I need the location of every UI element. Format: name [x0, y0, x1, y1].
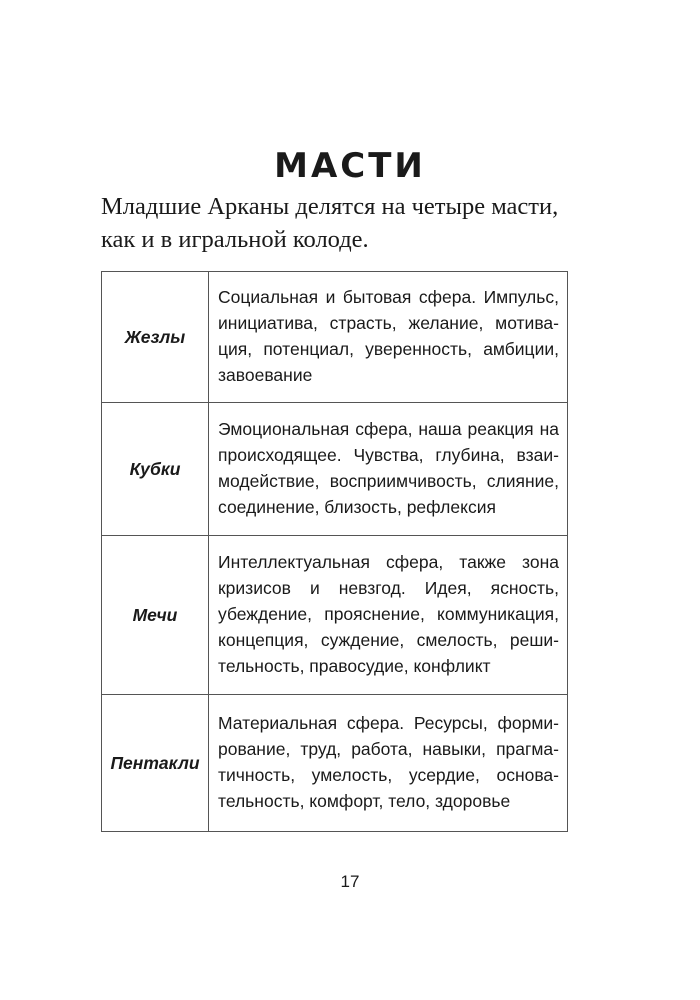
- table-row-cups: [102, 403, 568, 536]
- suit-description-swords: [209, 536, 568, 695]
- description-line: Материальная сфера. Ресурсы, форми-: [218, 713, 559, 733]
- description-line: концепция, суждение, смелость, реши-: [218, 630, 559, 650]
- intro-paragraph: [101, 190, 601, 256]
- suit-name-swords: Мечи: [102, 536, 209, 695]
- description-line: модействие, восприимчивость, слияние,: [218, 471, 559, 491]
- suit-description-wands: [209, 272, 568, 403]
- description-line: Интеллектуальная сфера, также зона: [218, 552, 559, 572]
- description-line: тельность, комфорт, тело, здоровье: [218, 791, 511, 811]
- description-line: Эмоциональная сфера, наша реакция на: [218, 419, 559, 439]
- description-line: инициатива, страсть, желание, мотива-: [218, 313, 559, 333]
- page-title: МАСТИ: [274, 146, 426, 186]
- suit-name-cups: Кубки: [102, 403, 209, 536]
- description-line: ция, потенциал, уверенность, амбиции,: [218, 339, 559, 359]
- table-row-wands: [102, 272, 568, 403]
- description-line: рование, труд, работа, навыки, прагма-: [218, 739, 559, 759]
- description-line: завоевание: [218, 365, 313, 385]
- description-line: тичность, умелость, усердие, основа-: [218, 765, 559, 785]
- description-line: соединение, близость, рефлексия: [218, 497, 496, 517]
- suit-name-pentacles: Пентакли: [102, 695, 209, 832]
- suit-name-wands: Жезлы: [102, 272, 209, 403]
- description-line: Социальная и бытовая сфера. Импульс,: [218, 287, 559, 307]
- intro-line: Младшие Арканы делятся на четыре масти,: [101, 193, 559, 220]
- page-number: 17: [340, 872, 360, 891]
- intro-line: как и в игральной колоде.: [101, 226, 369, 253]
- suit-description-cups: [209, 403, 568, 536]
- description-line: тельность, правосудие, конфликт: [218, 656, 491, 676]
- description-line: происходящее. Чувства, глубина, взаи-: [218, 445, 559, 465]
- table-row-pentacles: [102, 695, 568, 832]
- suits-table: [101, 271, 568, 832]
- description-line: кризисов и невзгод. Идея, ясность,: [218, 578, 559, 598]
- table-row-swords: [102, 536, 568, 695]
- description-line: убеждение, прояснение, коммуникация,: [218, 604, 559, 624]
- suit-description-pentacles: [209, 695, 568, 832]
